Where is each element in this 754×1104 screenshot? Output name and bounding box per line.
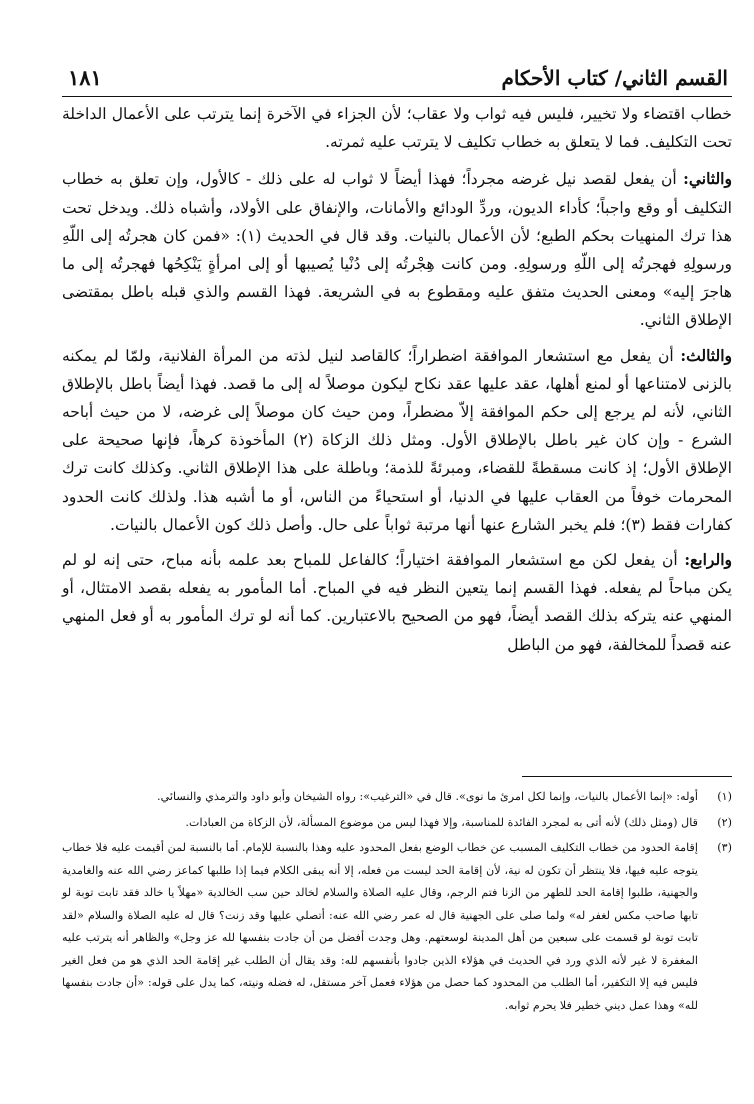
footnote-3 — [62, 837, 732, 1017]
paragraph-lead-fourth: والرابع: — [684, 550, 732, 570]
paragraph-lead-second: والثاني: — [683, 169, 732, 189]
footnote-number: (١) — [717, 790, 732, 803]
footnote-text: قال (ومثل ذلك) لأنه أتى به لمجرد الفائدة للمناسبة، وإلا فهذا ليس من موضوع المسألة، لأن الزكاة من العبادات. — [185, 815, 698, 829]
footnotes — [62, 786, 732, 1020]
footnote-text: أوله: «إنما الأعمال بالنيات، وإنما لكل امرئ ما نوى». قال في «الترغيب»: رواه الشيخان وأبو داود والترمذي والنسائي. — [157, 790, 698, 803]
main-text — [62, 100, 732, 666]
running-title: القسم الثاني/ كتاب الأحكام — [501, 66, 728, 90]
paragraph-third — [62, 342, 732, 539]
footnote-number: (٣) — [717, 841, 732, 854]
footnote-2 — [62, 812, 732, 835]
paragraph-text-third: أن يفعل مع استشعار الموافقة اضطراراً؛ كالقاصد لنيل لذته من المرأة الفلانية، ولمّا لم يمكنه بالزنى لامتناعها أو لمنع أهلها، عقد عليها عقد نكاح ليكون موصلاً له إلى ما قصد. فهذا أيضاً باطل بالإطلاق الثاني، لأنه لم يرجع إلى حكم الموافقة إلاّ مضطراً، ومن حيث كان موصلاً إلى غرضه، لا من حيث أباحه الشرع - وإن كان غير باطل بالإطلاق الأول. ومثل ذلك الزكاة (٢) المأخوذة كرهاً، فإنها صحيحة على الإطلاق الأول؛ إذ كانت مسقطةً للقضاء، ومبرئةً للذمة؛ وباطلة على هذا الإطلاق الثاني. وكذلك كانت ترك المحرمات خوفاً من العقاب عليها في الدنيا، أو استحياءً من الناس، أو ما أشبه هذا. ولذلك كانت الحدود كفارات فقط (٣)؛ فلم يخبر الشارع عنها أنها مرتبة ثواباً على حال. وأصل ذلك كون الأعمال بالنيات. — [62, 346, 733, 534]
paragraph-continuation: خطاب اقتضاء ولا تخيير، فليس فيه ثواب ولا عقاب؛ لأن الجزاء في الآخرة إنما يترتب على الأعمال الداخلة تحت التكليف. فما لا يتعلق به خطاب تكليف لا يترتب عليه ثمرته. — [62, 105, 732, 152]
footnote-number: (٢) — [717, 815, 732, 829]
paragraph-text-fourth: أن يفعل لكن مع استشعار الموافقة اختياراً؛ كالفاعل للمباح بعد علمه بأنه مباح، حتى إنه لو لم يكن مباحاً لم يفعله. فهذا القسم إنما يتعين النظر فيه في المباح. أما المأمور به يفعله بقصد الامتثال، أو المنهي عنه يتركه بذلك القصد أيضاً، فهو من الصحيح بالاعتبارين. كما أنه لو ترك المأمور به أو فعل المنهي عنه قصداً للمخالفة، فهو من الباطل — [62, 551, 732, 654]
paragraph-second — [62, 165, 732, 334]
page-header — [62, 58, 732, 97]
page-number: ١٨١ — [68, 65, 102, 90]
footnote-1 — [62, 786, 732, 809]
paragraph-fourth — [62, 546, 732, 659]
footnote-text: إقامة الحدود من خطاب التكليف المسبب عن خطاب الوضع بفعل المحدود عليه وهذا بالنسبة للإمام. أما بالنسبة لمن أقيمت عليه فلا خطاب يتوجه عليه فيها، فلا ينتظر أن تكون له نية، لأن إقامة الحد ليست من فعله، إلا أنه يبقى الكلام فيما إذا طلبها كماعز رضي الله عنه والغامدية والجهنية، طلبوا إقامة الحد للطهر من الزنا فتم الرجم، وقال عليه الصلاة والسلام لخالد حين سب الخالدية «مهلاً يا خالد فقد تابت توبة لو تابها صاحب مكس لغفر له» ولما صلى على الجهنية قال له عمر رضي الله عنه: أتصلي عليها وقد زنت؟ قال له عليه الصلاة والسلام «لقد تابت توبة لو قسمت على سبعين من أهل المدينة لوسعتهم. وهل وجدت أفضل من أن جادت بنفسها لله عز وجل» والظاهر أنه يترتب عليه المغفرة لا غير لأنه الذي ورد في الحديث في هؤلاء الذين جادوا بأنفسهم لله: وقد يقال أن الطلب غير إقامة الحد الذي هو من فعل الغير فليس فيه إلا التكفير، أما الطلب من المحدود كما حصل من هؤلاء فعمل آخر مستقل، له فضله ونيته، كما يدل على قوله: «أن جادت بنفسها لله» وهذا عمل ديني خطير فلا يحرم ثوابه. — [62, 841, 698, 1012]
paragraph-text-second: أن يفعل لقصد نيل غرضه مجرداً؛ فهذا أيضاً لا ثواب له على ذلك - كالأول، وإن تعلق به خطاب التكليف أو وقع واجباً؛ كأداء الديون، وردِّ الودائع والأمانات، والإنفاق على الأولاد، وأشباه ذلك. ويدخل تحت هذا ترك المنهيات بحكم الطبع؛ لأن الأعمال بالنيات. وقد قال في الحديث (١): «فمن كان هجرتُه إلى اللّهِ ورسولِهِ فهجرتُه إلى اللّهِ ورسولِهِ. ومن كانت هِجْرتُه إلى دُنْيا يُصيبها أو إلى امرأةٍ يَنْكِحُها فهجرتُه إلى ما هاجرَ إليه» ومعنى الحديث متفق عليه ومقطوع به في الشريعة. فهذا القسم والذي قبله باطل بمقتضى الإطلاق الثاني. — [62, 170, 732, 330]
paragraph-lead-third: والثالث: — [680, 345, 732, 365]
footnote-divider — [522, 776, 732, 777]
